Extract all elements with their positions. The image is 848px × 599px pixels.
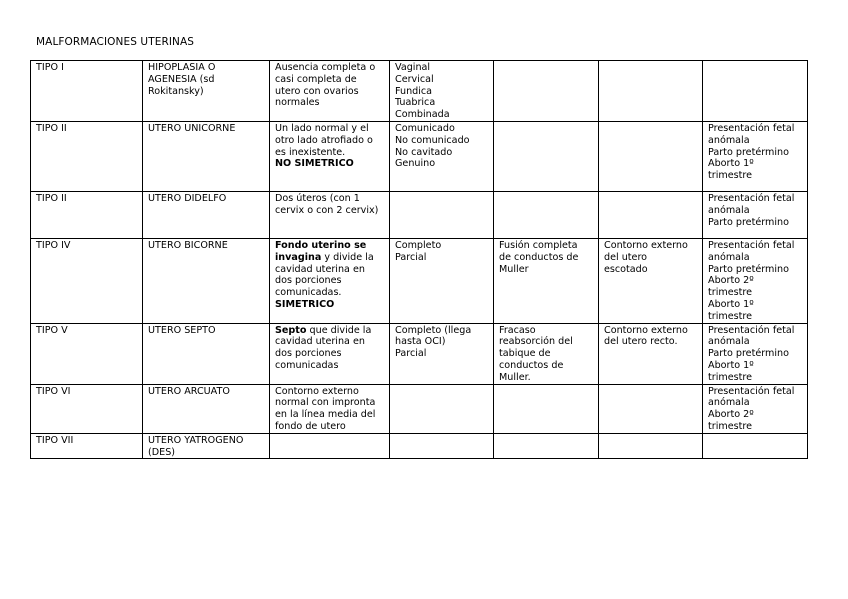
cell-line: Parcial (395, 348, 427, 360)
emphasis-text: Fondo uterino se (275, 240, 367, 251)
name-cell (143, 239, 270, 324)
contour-cell (599, 323, 703, 384)
table-row (31, 192, 808, 239)
cell-line: trimestre (708, 420, 753, 432)
cell-line: Aborto 1º (708, 298, 754, 310)
cell-line (275, 252, 384, 264)
cell-line (275, 135, 384, 147)
cell-line: (DES) (148, 446, 176, 458)
cell-line: Presentación fetal (708, 193, 795, 204)
cell-text: normales (275, 97, 320, 109)
cell-text: dos porciones (275, 348, 342, 360)
cell-line: Muller. (499, 371, 531, 383)
embryology-cell (494, 61, 599, 122)
cell-line: trimestre (708, 371, 753, 383)
cell-text: Ausencia completa o (275, 62, 376, 73)
cell-line: trimestre (708, 310, 753, 322)
cell-text: TIPO IV (36, 240, 71, 251)
cell-line (275, 299, 384, 311)
cell-text: TIPO II (36, 123, 67, 134)
description-cell (270, 384, 390, 433)
cell-line: AGENESIA (sd (148, 73, 215, 85)
cell-text: TIPO VI (36, 385, 71, 397)
clinical-cell (703, 433, 808, 459)
subtypes-cell (390, 122, 494, 192)
cell-text: TIPO II (36, 193, 67, 204)
cell-line (275, 386, 384, 398)
cell-text: fondo de utero (275, 420, 346, 432)
cell-line (275, 193, 384, 205)
clinical-cell (703, 384, 808, 433)
cell-line (275, 409, 384, 421)
cell-line (275, 74, 384, 86)
cell-text: cavidad uterina en (275, 336, 365, 348)
cell-line (275, 205, 384, 217)
cell-line: Completo (395, 240, 442, 251)
contour-cell (599, 61, 703, 122)
cell-line: Aborto 1º (708, 359, 754, 371)
cell-line: Cervical (395, 73, 434, 85)
table-row (31, 433, 808, 459)
cell-line: trimestre (708, 287, 753, 299)
cell-line (275, 62, 384, 74)
subtypes-cell (390, 433, 494, 459)
tipo-cell (31, 192, 143, 239)
name-cell (143, 384, 270, 433)
emphasis-text: Septo (275, 324, 307, 336)
cell-line: Comunicado (395, 123, 455, 134)
cell-text: utero con ovarios (275, 85, 359, 97)
tipo-cell (31, 323, 143, 384)
cell-line: No cavitado (395, 146, 453, 158)
cell-line: hasta OCI) (395, 336, 446, 348)
cell-line: Rokitansky) (148, 85, 204, 97)
cell-line: Parto pretérmino (708, 263, 789, 275)
cell-line: anómala (708, 336, 750, 348)
subtypes-cell (390, 61, 494, 122)
cell-line: Aborto 1º (708, 158, 754, 170)
clinical-cell (703, 239, 808, 324)
cell-line: Fundica (395, 85, 433, 97)
cell-line: Completo (llega (395, 324, 472, 336)
cell-line: Aborto 2º (708, 409, 754, 421)
cell-line: Genuino (395, 158, 436, 170)
cell-line: Muller (499, 263, 529, 275)
embryology-cell (494, 192, 599, 239)
cell-line: UTERO SEPTO (148, 324, 216, 336)
description-cell (270, 433, 390, 459)
description-cell (270, 122, 390, 192)
cell-line: Parcial (395, 251, 427, 263)
contour-cell (599, 122, 703, 192)
cell-line: UTERO BICORNE (148, 240, 228, 251)
cell-text: y divide la (321, 251, 374, 263)
cell-line (275, 97, 384, 109)
description-cell (270, 323, 390, 384)
cell-line: trimestre (708, 170, 753, 182)
cell-text: es inexistente. (275, 146, 346, 158)
embryology-cell (494, 433, 599, 459)
cell-text: TIPO V (36, 324, 68, 336)
clinical-cell (703, 122, 808, 192)
emphasis-text: NO SIMETRICO (275, 158, 354, 170)
cell-text: TIPO VII (36, 434, 74, 446)
table-row (31, 61, 808, 122)
table-row (31, 323, 808, 384)
tipo-cell (31, 239, 143, 324)
cell-line (275, 86, 384, 98)
description-cell (270, 192, 390, 239)
cell-text: que divide la (306, 324, 372, 336)
cell-line: Presentación fetal (708, 385, 795, 397)
embryology-cell (494, 122, 599, 192)
clinical-cell (703, 192, 808, 239)
cell-line: Vaginal (395, 62, 431, 73)
cell-line: UTERO ARCUATO (148, 385, 230, 397)
cell-line: Presentación fetal (708, 324, 795, 336)
clinical-cell (703, 61, 808, 122)
cell-text: TIPO I (36, 62, 64, 73)
cell-line: Presentación fetal (708, 240, 795, 251)
description-cell (270, 239, 390, 324)
cell-line: Tuabrica (395, 97, 436, 109)
cell-line: UTERO UNICORNE (148, 123, 236, 134)
subtypes-cell (390, 323, 494, 384)
cell-line (275, 147, 384, 159)
emphasis-text: SIMETRICO (275, 298, 335, 310)
cell-line: Parto pretérmino (708, 348, 789, 360)
cell-text: casi completa de (275, 73, 357, 85)
embryology-cell (494, 239, 599, 324)
name-cell (143, 61, 270, 122)
name-cell (143, 192, 270, 239)
cell-line: No comunicado (395, 134, 470, 146)
cell-text: Contorno externo (275, 385, 359, 397)
cell-line: Aborto 2º (708, 275, 754, 287)
cell-line (275, 240, 384, 252)
contour-cell (599, 384, 703, 433)
cell-line (275, 158, 384, 170)
subtypes-cell (390, 239, 494, 324)
cell-line (275, 336, 384, 348)
cell-line: UTERO DIDELFO (148, 193, 227, 204)
cell-text: Un lado normal y el (275, 123, 369, 134)
table-row (31, 384, 808, 433)
embryology-cell (494, 384, 599, 433)
cell-line: anómala (708, 397, 750, 409)
cell-line: escotado (604, 263, 648, 275)
cell-line: del utero recto. (604, 336, 678, 348)
cell-text: cervix o con 2 cervix) (275, 204, 379, 216)
embryology-cell (494, 323, 599, 384)
cell-line: Presentación fetal (708, 123, 795, 134)
cell-line (275, 325, 384, 337)
cell-line: Contorno externo (604, 324, 688, 336)
subtypes-cell (390, 192, 494, 239)
cell-line: anómala (708, 204, 750, 216)
cell-line (275, 421, 384, 433)
name-cell (143, 433, 270, 459)
cell-line: conductos de (499, 359, 564, 371)
tipo-cell (31, 61, 143, 122)
tipo-cell (31, 122, 143, 192)
cell-line: Parto pretérmino (708, 216, 789, 228)
name-cell (143, 323, 270, 384)
cell-line: Contorno externo (604, 240, 688, 251)
description-cell (270, 61, 390, 122)
cell-line: reabsorción del (499, 336, 573, 348)
malformations-table (30, 60, 808, 459)
cell-line: Combinada (395, 109, 450, 121)
cell-line (275, 348, 384, 360)
cell-text: comunicadas (275, 359, 339, 371)
table-row (31, 122, 808, 192)
cell-text: Dos úteros (con 1 (275, 193, 360, 204)
cell-line: HIPOPLASIA O (148, 62, 216, 73)
cell-line: Fracaso (499, 324, 536, 336)
cell-line (275, 264, 384, 276)
cell-line: Fusión completa (499, 240, 578, 251)
document-title: MALFORMACIONES UTERINAS (36, 36, 195, 48)
cell-line (275, 287, 384, 299)
cell-line (275, 275, 384, 287)
cell-text: dos porciones (275, 275, 342, 287)
cell-line: UTERO YATROGENO (148, 434, 244, 446)
contour-cell (599, 239, 703, 324)
cell-text: otro lado atrofiado o (275, 134, 373, 146)
cell-line: Parto pretérmino (708, 146, 789, 158)
cell-line: anómala (708, 251, 750, 263)
cell-line (275, 397, 384, 409)
cell-line (275, 123, 384, 135)
cell-line (275, 360, 384, 372)
cell-line: del utero (604, 251, 648, 263)
cell-text: en la línea media del (275, 409, 376, 421)
cell-line: de conductos de (499, 251, 579, 263)
cell-text: normal con impronta (275, 397, 376, 409)
emphasis-text: invagina (275, 251, 322, 263)
contour-cell (599, 192, 703, 239)
clinical-cell (703, 323, 808, 384)
tipo-cell (31, 433, 143, 459)
cell-text: comunicadas. (275, 287, 342, 299)
contour-cell (599, 433, 703, 459)
cell-line: anómala (708, 134, 750, 146)
cell-line: tabique de (499, 348, 551, 360)
cell-text: cavidad uterina en (275, 263, 365, 275)
name-cell (143, 122, 270, 192)
table-row (31, 239, 808, 324)
subtypes-cell (390, 384, 494, 433)
tipo-cell (31, 384, 143, 433)
